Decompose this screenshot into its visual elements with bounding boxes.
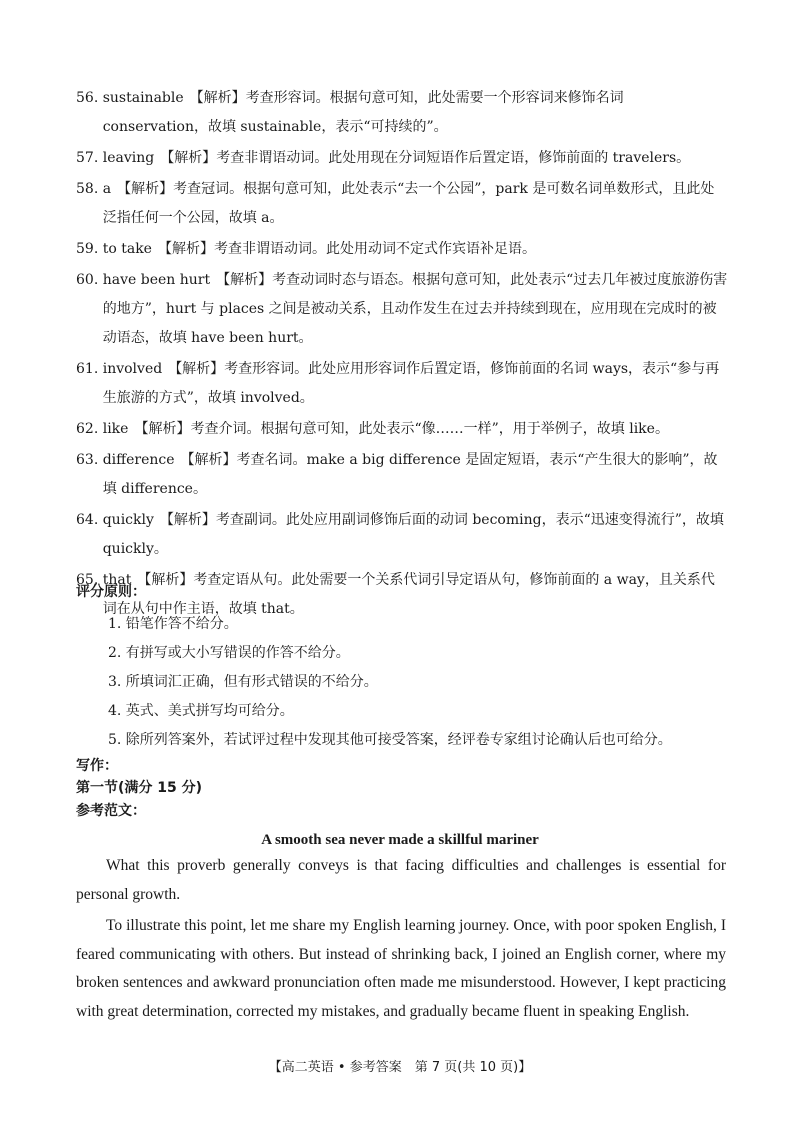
- sample-essay: [76, 852, 726, 1026]
- item-body: [103, 266, 728, 353]
- item-explanation: 【解析】考查非谓语动词。此处用动词不定式作宾语补足语。: [157, 241, 536, 257]
- essay-paragraph: To illustrate this point, let me share my English learning journey. Once, with poor spoken English, I feared communicating with others. But instead of shrinking back, I joined an English corner, where my broken sentences and awkward pronunciation often made me misunderstood. However, I kept practicing with great determination, corrected my mistakes, and gradually became fluent in speaking English.: [76, 917, 726, 1020]
- item-explanation: 【解析】考查动词时态与语态。根据句意可知，此处表示“过去几年被过度旅游伤害的地方”，hurt 与 places 之间是被动关系，且动作发生在过去并持续到现在，应用现在完成时的被动语态，故填 have been hurt。: [102, 272, 728, 346]
- essay-paragraph: What this proverb generally conveys is that facing difficulties and challenges is essential for personal growth.: [76, 857, 726, 903]
- item-answer: difference: [102, 452, 175, 468]
- answer-item: [76, 144, 728, 173]
- item-body: [103, 355, 728, 413]
- writing-section-label: 第一节(满分 15 分): [76, 780, 203, 796]
- item-answer: sustainable: [102, 90, 184, 106]
- item-answer: that: [102, 572, 132, 588]
- item-number: 56.: [76, 90, 103, 106]
- scoring-rule: 5. 除所列答案外，若试评过程中发现其他可接受答案，经评卷专家组讨论确认后也可给分。: [108, 732, 672, 748]
- answer-list: [76, 84, 728, 624]
- answer-item: [76, 266, 728, 353]
- item-body: [103, 235, 728, 264]
- item-number: 58.: [76, 181, 103, 197]
- page-footer: 【高二英语 • 参考答案 第 7 页(共 10 页)】: [268, 1060, 532, 1075]
- item-answer: involved: [102, 361, 163, 377]
- item-number: 60.: [76, 272, 103, 288]
- answer-item: [76, 506, 728, 564]
- item-body: [103, 446, 728, 504]
- scoring-rule: 4. 英式、美式拼写均可给分。: [108, 703, 294, 719]
- answer-item: [76, 84, 728, 142]
- scoring-rules: [108, 610, 738, 755]
- item-explanation: 【解析】考查名词。make a big difference 是固定短语，表示“产生很大的影响”，故填 difference。: [102, 452, 718, 497]
- answer-item: [76, 175, 728, 233]
- scoring-rule: 3. 所填词汇正确，但有形式错误的不给分。: [108, 674, 378, 690]
- scoring-rule: 2. 有拼写或大小写错误的作答不给分。: [108, 645, 350, 661]
- item-body: [103, 144, 728, 173]
- item-explanation: 【解析】考查定语从句。此处需要一个关系代词引导定语从句，修饰前面的 a way，且关系代词在从句中作主语，故填 that。: [102, 572, 715, 617]
- item-answer: a: [102, 181, 112, 197]
- item-body: [103, 415, 728, 444]
- item-number: 62.: [76, 421, 103, 437]
- item-explanation: 【解析】考查冠词。根据句意可知，此处表示“去一个公园”，park 是可数名词单数形式，且此处泛指任何一个公园，故填 a。: [102, 181, 715, 226]
- item-number: 59.: [76, 241, 103, 257]
- item-explanation: 【解析】考查介词。根据句意可知，此处表示“像……一样”，用于举例子，故填 like。: [134, 421, 669, 437]
- sample-essay-label: 参考范文：: [76, 803, 146, 819]
- item-answer: quickly: [102, 512, 154, 528]
- item-body: [103, 84, 728, 142]
- item-explanation: 【解析】考查形容词。此处应用形容词作后置定语，修饰前面的名词 ways，表示“参与再生旅游的方式”，故填 involved。: [102, 361, 720, 406]
- item-number: 64.: [76, 512, 103, 528]
- item-answer: leaving: [102, 150, 155, 166]
- answer-item: [76, 355, 728, 413]
- item-body: [103, 506, 728, 564]
- item-answer: to take: [102, 241, 152, 257]
- item-explanation: 【解析】考查非谓语动词。此处用现在分词短语作后置定语，修饰前面的 travelers。: [160, 150, 691, 166]
- scoring-rule: 1. 铅笔作答不给分。: [108, 616, 238, 632]
- item-body: [103, 175, 728, 233]
- item-answer: have been hurt: [102, 272, 211, 288]
- item-explanation: 【解析】考查副词。此处应用副词修饰后面的动词 becoming，表示“迅速变得流行”，故填 quickly。: [102, 512, 724, 557]
- answer-item: [76, 415, 728, 444]
- essay-title: A smooth sea never made a skillful mariner: [261, 832, 539, 848]
- writing-heading: 写作：: [76, 758, 118, 774]
- scoring-heading: 评分原则：: [76, 584, 146, 600]
- item-answer: like: [102, 421, 129, 437]
- item-number: 57.: [76, 150, 103, 166]
- answer-item: [76, 446, 728, 504]
- item-explanation: 【解析】考查形容词。根据句意可知，此处需要一个形容词来修饰名词conservation，故填 sustainable，表示“可持续的”。: [102, 90, 624, 135]
- item-number: 61.: [76, 361, 103, 377]
- item-number: 65.: [76, 572, 103, 588]
- answer-item: [76, 235, 728, 264]
- item-number: 63.: [76, 452, 103, 468]
